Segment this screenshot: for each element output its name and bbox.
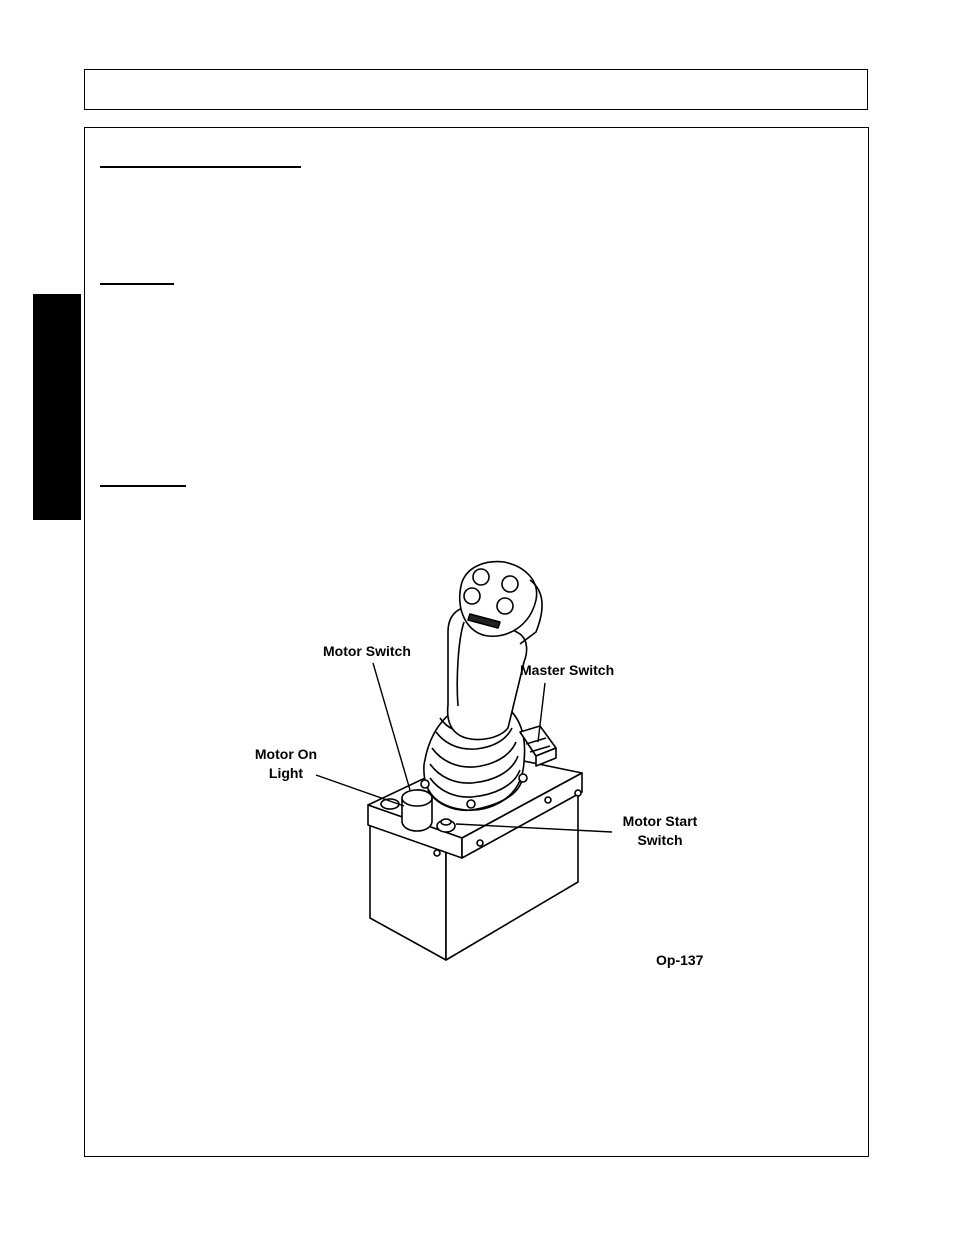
figure-id-label: Op-137 — [656, 952, 704, 968]
motor-switch-label: Motor Switch — [323, 643, 411, 659]
master-switch-label: Master Switch — [520, 662, 615, 678]
motor-on-light-label-line2: Light — [268, 765, 304, 781]
motor-start-switch-label-line2: Switch — [637, 832, 683, 848]
motor-switch-callout — [323, 642, 411, 661]
motor-on-light-callout — [246, 745, 326, 783]
figure-id — [656, 951, 703, 970]
motor-start-switch-label-line1: Motor Start — [622, 813, 698, 829]
motor-start-switch-callout — [612, 812, 708, 850]
master-switch-callout — [520, 661, 614, 680]
motor-on-light-label-line1: Motor On — [254, 746, 318, 762]
